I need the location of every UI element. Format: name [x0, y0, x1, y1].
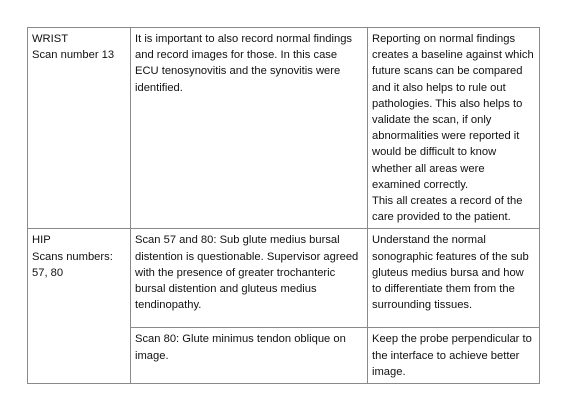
scan-number: Scan number 13: [32, 49, 115, 62]
table-row: [28, 28, 540, 229]
learning-cell: [368, 229, 540, 328]
learning-extra-text: This all creates a record of the care provided to the patient.: [372, 195, 523, 224]
learning-text: Keep the probe perpendicular to the interface to achieve better image.: [372, 333, 532, 378]
region-name: WRIST: [32, 33, 69, 45]
learning-cell: [368, 328, 540, 384]
scan-number-label: Scans numbers:: [32, 250, 113, 263]
finding-cell: [131, 328, 368, 384]
findings-table: [27, 27, 540, 384]
learning-text: Reporting on normal findings creates a baseline against which future scans can be compared and it also helps to rule out pathologies. This also helps to validate the scan, if only abnormalities were reported it would be difficult to know whether all areas were examined correctly.: [372, 33, 534, 191]
table-row: [28, 229, 540, 328]
learning-cell: [368, 28, 540, 229]
scan-numbers: 57, 80: [32, 266, 64, 279]
finding-text: Scan 57 and 80: Sub glute medius bursal distention is questionable. Supervisor agreed with the presence of greater trochanteric bursal distention and gluteus medius tendinopathy.: [135, 234, 359, 312]
region-cell: [28, 28, 131, 229]
finding-cell: [131, 229, 368, 328]
finding-text: Scan 80: Glute minimus tendon oblique on image.: [135, 333, 346, 362]
region-name: HIP: [32, 234, 51, 247]
finding-cell: [131, 28, 368, 229]
region-cell: [28, 229, 131, 384]
finding-text: It is important to also record normal findings and record images for those. In this case ECU tenosynovitis and the synovitis were identified.: [135, 33, 353, 94]
learning-text: Understand the normal sonographic features of the sub gluteus medius bursa and how to differentiate them from the surrounding tissues.: [372, 234, 529, 312]
